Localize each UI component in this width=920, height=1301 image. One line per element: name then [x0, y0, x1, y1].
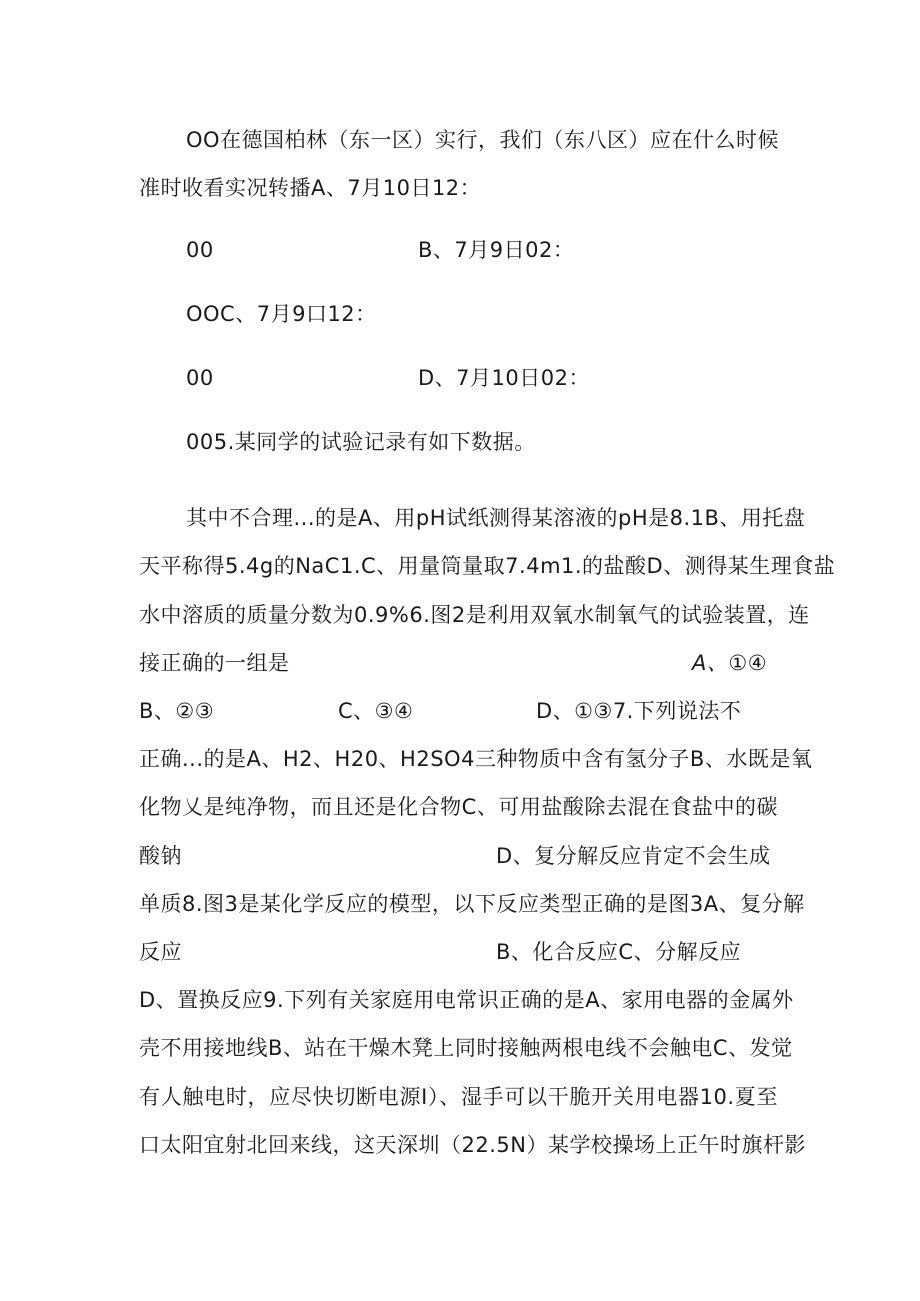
- text-line-14: D、复分解反应肯定不会生成: [496, 844, 771, 868]
- text-line-6: 005.某同学的试验记录有如下数据。: [186, 430, 536, 454]
- text-line-19: 壳不用接地线B、站在干燥木凳上同时接触两根电线不会触电C、发觉: [139, 1036, 793, 1060]
- answer-c-text: C、③④: [338, 699, 414, 723]
- text-line-15: 单质8.图3是某化学反应的模型，以下反应类型正确的是图3A、复分解: [139, 892, 805, 916]
- text-line-3: 00: [186, 238, 214, 262]
- answer-d-text: D、①③7.下列说法不: [536, 699, 742, 723]
- text-line-16: 反应: [139, 940, 182, 964]
- text-line-11: 正确...的是A、H2、H20、H2SO4三种物质中含有氢分子B、水既是氧: [139, 747, 813, 771]
- option-b-text: B、7月9日02：: [418, 238, 575, 262]
- text-line-5: 00: [186, 366, 214, 390]
- text-line-21: 口太阳宜射北回来线，这天深圳（22.5N）某学校操场上正午时旗杆影: [139, 1133, 806, 1157]
- text-line-20: 有人触电时，应尽快切断电源I）、湿手可以干脆开关用电器10.夏至: [139, 1085, 778, 1109]
- answer-b-text: B、②③: [139, 699, 215, 723]
- text-line-13: 酸钠: [139, 844, 182, 868]
- text-line-17: B、化合反应C、分解反应: [496, 940, 742, 964]
- text-line-12: 化物乂是纯净物，而且还是化合物C、可用盐酸除去混在食盐中的碳: [139, 795, 778, 819]
- text-line-2: 准时收看实况转播A、7月10日12：: [139, 176, 482, 200]
- text-line-8: 天平称得5.4g的NaC1.C、用量筒量取7.4m1.的盐酸D、测得某生理食盐: [139, 554, 836, 578]
- text-line-10: 接正确的一组是: [139, 651, 290, 675]
- text-line-1: OO在德国柏林（东一区）实行，我们（东八区）应在什么时候: [186, 128, 780, 152]
- text-line-7: 其中不合理...的是A、用pH试纸测得某溶液的pH是8.1B、用托盘: [186, 506, 806, 530]
- option-d-text: D、7月10日02：: [418, 366, 590, 390]
- text-line-18: D、置换反应9.下列有关家庭用电常识正确的是A、家用电器的金属外: [139, 988, 794, 1012]
- answer-a-text: A、①④: [692, 651, 768, 675]
- text-line-4: OOC、7月9口12：: [186, 302, 377, 326]
- text-line-9: 水中溶质的质量分数为0.9%6.图2是利用双氧水制氧气的试验装置，连: [139, 603, 810, 627]
